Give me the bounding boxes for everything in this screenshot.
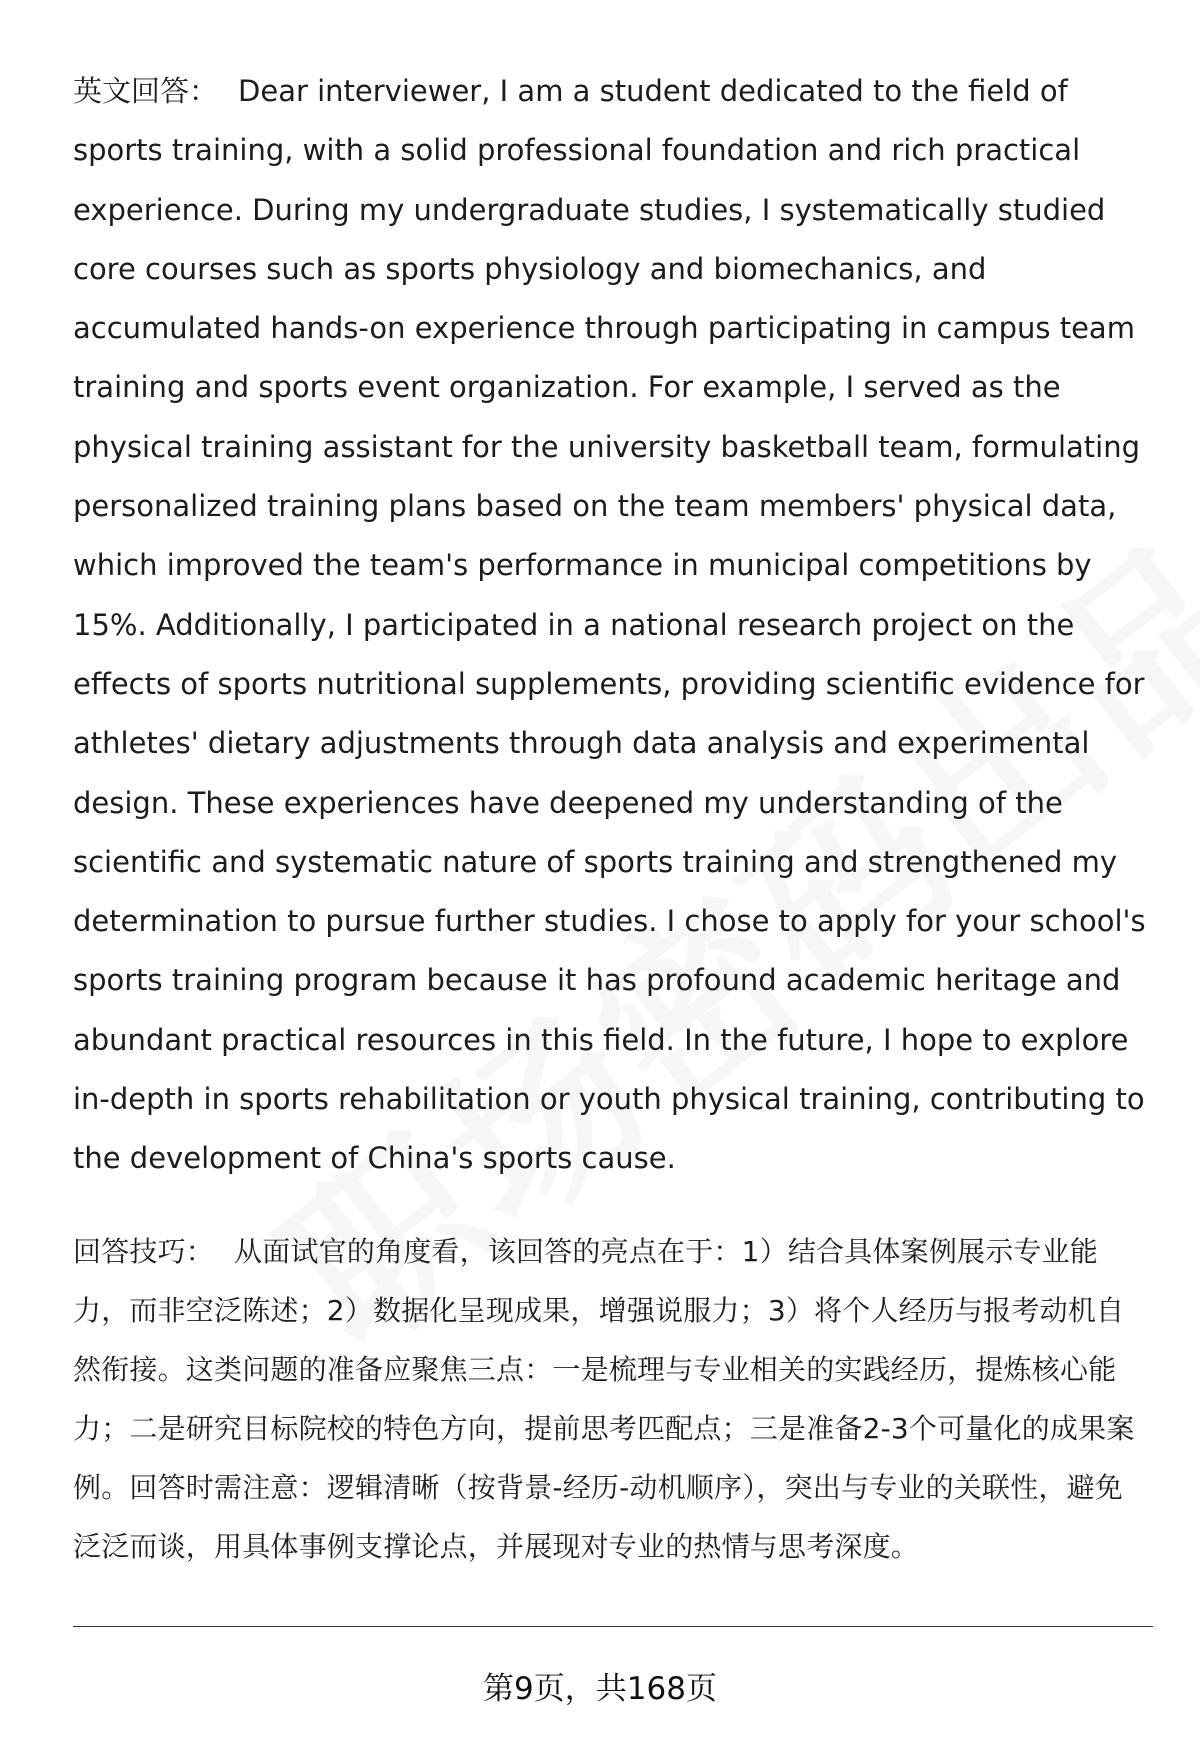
- english-answer-text: Dear interviewer, I am a student dedicated to the field of sports training, with a solid professional foundation and rich practical experience. During my undergraduate studies, I systematically studied core courses such as sports physiology and biomechanics, and accumulated hands-on experience through participating in campus team training and sports event organization. For example, I served as the physical training assistant for the university basketball team, formulating personalized training plans based on the team members' physical data, which improved the team's performance in municipal competitions by 15%. Additionally, I participated in a national research project on the effects of sports nutritional supplements, providing scientific evidence for athletes' dietary adjustments through data analysis and experimental design. These experiences have deepened my understanding of the scientific and systematic nature of sports training and strengthened my determination to pursue further studies. I chose to apply for your school's sports training program because it has profound academic heritage and abundant practical resources in this field. In the future, I hope to explore in-depth in sports rehabilitation or youth physical training, contributing to the development of China's sports cause.: [73, 74, 1146, 1176]
- page-number: 第9页，共168页: [483, 1671, 717, 1707]
- english-answer-paragraph: [73, 62, 1151, 1189]
- answer-tips-paragraph: [73, 1222, 1151, 1576]
- english-answer-label: 英文回答：: [73, 74, 219, 108]
- answer-tips-text: 从面试官的角度看，该回答的亮点在于：1）结合具体案例展示专业能力，而非空泛陈述；2）数据化呈现成果，增强说服力；3）将个人经历与报考动机自然衔接。这类问题的准备应聚焦三点：一是梳理与专业相关的实践经历，提炼核心能力；二是研究目标院校的特色方向，提前思考匹配点；三是准备2-3个可量化的成果案例。回答时需注意：逻辑清晰（按背景-经历-动机顺序），突出与专业的关联性，避免泛泛而谈，用具体事例支撑论点，并展现对专业的热情与思考深度。: [73, 1235, 1135, 1563]
- answer-tips-label: 回答技巧：: [73, 1235, 215, 1268]
- footer-divider: [73, 1626, 1153, 1627]
